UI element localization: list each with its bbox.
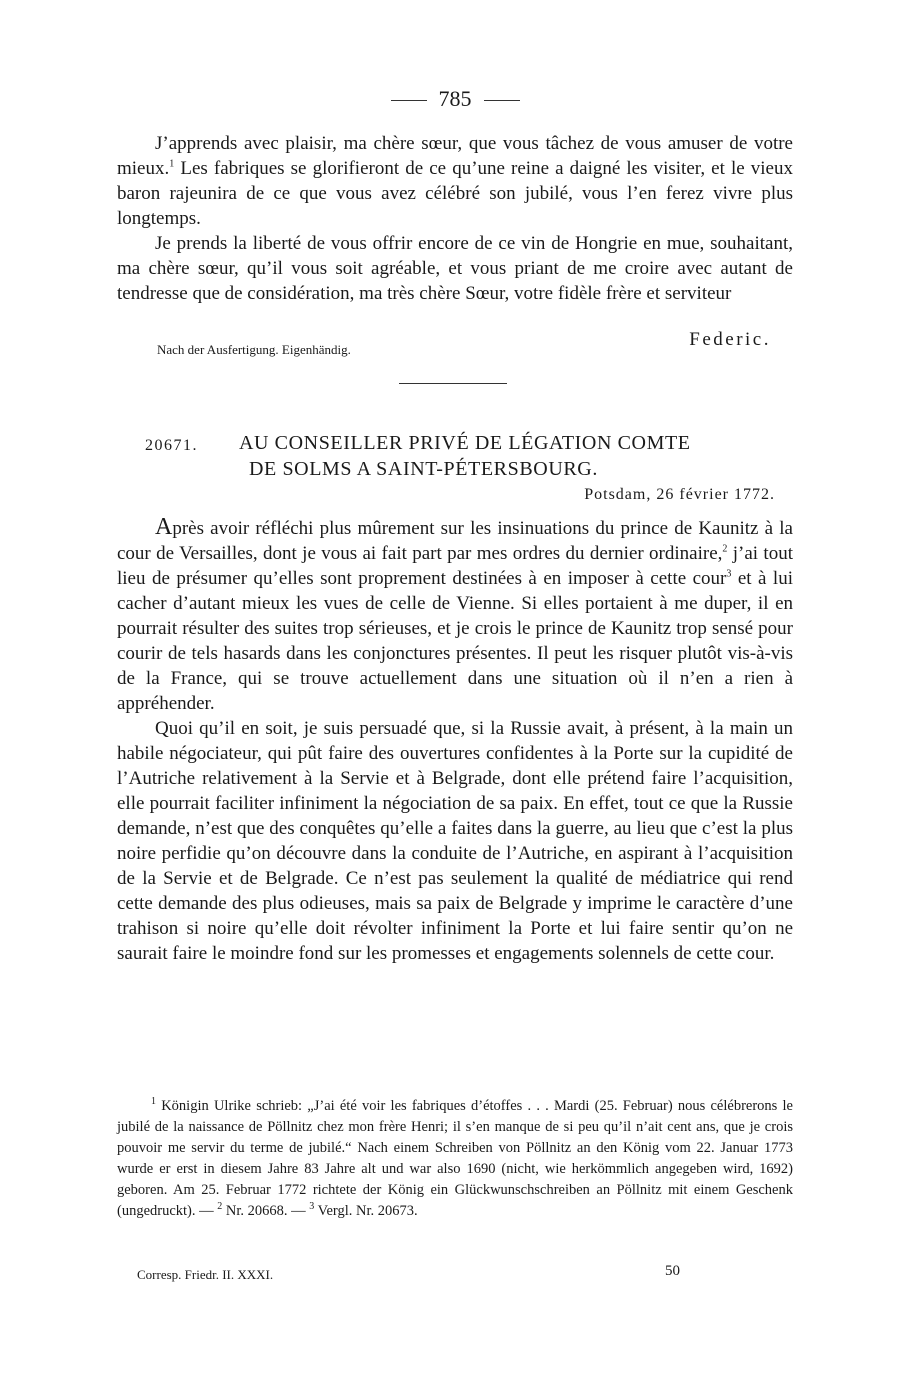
footer-series-title: Corresp. Friedr. II. XXXI. xyxy=(137,1267,274,1282)
footnote-block xyxy=(117,1096,793,1222)
footnote-3-marker: 3 xyxy=(309,1201,315,1213)
dateline-place: Potsdam, xyxy=(584,486,652,503)
dash-right xyxy=(484,100,520,101)
document-number: 20671. xyxy=(145,437,198,454)
page-number-text: 785 xyxy=(438,86,472,111)
signature: Federic. xyxy=(689,329,771,350)
section-divider xyxy=(399,383,507,384)
letter-paragraph-2: Je prends la liberté de vous offrir encore de ce vin de Hongrie en mue, souhaitant, ma chère sœur, qu’il vous soit agréable, et vous priant de me croire avec autant de tendresse que de considération, ma très chère Sœur, votre fidèle frère et serviteur xyxy=(117,233,793,304)
letter-paragraph-1 xyxy=(117,131,793,231)
initial-letter: A xyxy=(155,514,173,540)
document-heading xyxy=(239,430,779,482)
footnote-3-text: Vergl. Nr. 20673. xyxy=(314,1203,418,1219)
footnote-2-marker: 2 xyxy=(217,1201,223,1213)
footnote-2-text: Nr. 20668. — xyxy=(222,1203,310,1219)
footnote-ref-3: 3 xyxy=(726,568,732,580)
dateline-date: 26 février 1772. xyxy=(656,486,775,503)
letter-p1-text: J’apprends avec plaisir, ma chère sœur, que vous tâchez de vous amuser de votre mieux. xyxy=(117,133,793,179)
footnotes xyxy=(117,1096,793,1222)
footer-signature-number: 50 xyxy=(665,1263,680,1279)
source-note: Nach der Ausfertigung. Eigenhändig. xyxy=(157,342,351,357)
footnote-1-text: Königin Ulrike schrieb: „J’ai été voir les fabriques d’étoffes . . . Mardi (25. Februar) nous célébrerons le jubilé de la naissance de Pöllnitz chez mon frère Henri; il s’en manque de si peu qu’il n’ait cent ans, que je crois pouvoir me servir du terme de jubilé.“ Nach einem Schreiben von Pöllnitz an den König vom 22. Januar 1773 wurde er erst in diesem Jahre 83 Jahre alt und war also 1690 (nicht, wie herkömmlich angegeben wird, 1692) geboren. Am 25. Februar 1772 richtete der König ein Glückwunschschreiben an Pöllnitz mit einem Geschenk (ungedruckt). — xyxy=(117,1098,793,1219)
letter-end-text xyxy=(117,131,793,306)
footnote-ref-1: 1 xyxy=(169,158,175,170)
heading-line-2: DE SOLMS A SAINT-PÉTERSBOURG. xyxy=(249,458,598,480)
document-body xyxy=(117,515,793,966)
doc-p1b-text: j’ai tout lieu de présumer qu’elles sont proprement destinées à en imposer à cette cour xyxy=(117,543,793,589)
heading-line-1: AU CONSEILLER PRIVÉ DE LÉGATION COMTE xyxy=(239,432,691,454)
footnote-ref-2: 2 xyxy=(722,543,728,555)
page-number xyxy=(117,86,793,112)
footnote-1-marker: 1 xyxy=(151,1096,156,1108)
doc-p1a-text: près avoir réfléchi plus mûrement sur les insinuations du prince de Kaunitz à la cour de Versailles, dont je vous ai fait part par mes ordres du dernier ordinaire, xyxy=(117,518,793,564)
dateline xyxy=(584,486,775,504)
letter-p1b-text: Les fabriques se glorifieront de ce qu’une reine a daigné les visiter, et le vieux baron rajeunira de ce que vous avez célébré son jubilé, vous l’en ferez vivre plus longtemps. xyxy=(117,158,793,229)
document-paragraph-1 xyxy=(117,515,793,716)
document-paragraph-2: Quoi qu’il en soit, je suis persuadé que, si la Russie avait, à présent, à la main un habile négociateur, qui pût faire des ouvertures confidentes à la Porte sur la cupidité de l’Autriche relativement à la Servie et à Belgrade, dont elle prétend faire l’acquisition, elle pourrait faciliter infiniment la négociation de sa paix. En effet, tout ce que la Russie demande, n’est que des conquêtes qu’elle a faites dans la guerre, au lieu que c’est la plus noire perfidie qu’on découvre dans la conduite de l’Autriche, en aspirant à l’acquisition de la Servie et de Belgrade. Ce n’est pas seulement la qualité de médiatrice qui rend cette demande des plus odieuses, mais sa paix de Belgrade y imprime le caractère d’une trahison si noire qu’elle doit révolter infiniment la Porte et lui faire sentir qu’on ne saurait faire le moindre fond sur les promesses et engagements solennels de cette cour. xyxy=(117,718,793,964)
dash-left xyxy=(391,100,427,101)
doc-p1c-text: et à lui cacher d’autant mieux les vues de celle de Vienne. Si elles portaient à me duper, il en pourrait résulter des suites trop sérieuses, et je crois le prince de Kaunitz trop sensé pour courir de tels hasards dans les conjonctures présentes. Il peut les risquer plutôt vis-à-vis de la France, qui se trouve actuellement dans une situation où il n’en a rien à appréhender. xyxy=(117,568,793,714)
